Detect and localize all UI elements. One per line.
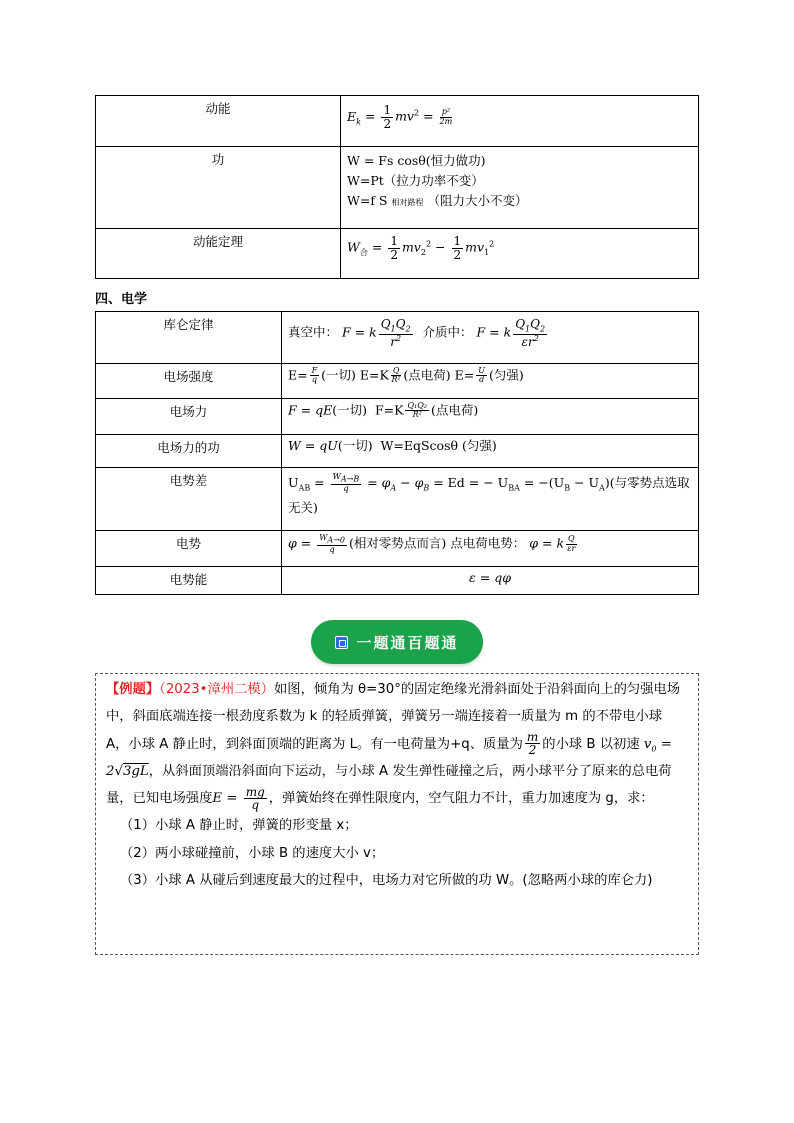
field-strength-formula: E = $\frac{mg}{q}$	[212, 784, 265, 813]
formula-electric-force: F = qE(一切) F=K $\frac{\text{Q₁Q₂}}{\text{R²}}$ (点电荷)	[282, 399, 699, 435]
table-row	[96, 364, 699, 399]
table-row	[96, 531, 699, 567]
row-name-work: 功	[96, 147, 341, 229]
initial-velocity-formula: $v_0 = 2√3gL$	[106, 736, 672, 779]
table-row	[96, 468, 699, 531]
mass-fraction: $\frac{m}{2}$	[526, 729, 539, 758]
example-source: （2023•漳州二模）	[159, 682, 275, 697]
table-row	[96, 229, 699, 279]
electricity-formula-table	[95, 311, 699, 595]
formula-kinetic-energy: $E_k$ = $\frac{1}{2}$ $mv^2$ = $\frac{\text{p²}}{2m}$	[341, 96, 699, 147]
row-name-kinetic-energy: 动能	[96, 96, 341, 147]
row-name-electric-work: 电场力的功	[96, 435, 282, 468]
example-tag: 【例题】	[106, 682, 160, 697]
row-name-field-strength: 电场强度	[96, 364, 282, 399]
example-body	[106, 676, 688, 812]
example-section-banner	[311, 620, 483, 664]
mechanics-formula-table	[95, 95, 699, 279]
formula-work	[341, 147, 699, 229]
formula-potential-difference: $U_{AB}$ = $\frac{W_{A\to B}}{q}$ = $\varphi_A - \varphi_B = Ed$ = − $U_{BA} = -(U_B - U_A)$(与零势点选取无关)	[282, 468, 699, 531]
example-intro-4: ，弹簧始终在弹性限度内，空气阻力不计，重力加速度为 g，求：	[268, 791, 654, 807]
example-intro-2: 的小球 B 以初速	[542, 736, 640, 752]
table-row	[96, 399, 699, 435]
work-line-3: W=f S 相对路程 （阻力大小不变）	[347, 192, 528, 208]
work-line-2: W=Pt（拉力功率不变）	[347, 172, 484, 188]
row-name-work-energy-theorem: 动能定理	[96, 229, 341, 279]
formula-potential: φ = $\frac{W_{A\to 0}}{q}$ (相对零势点而言) 点电荷电势： φ = k $\frac{Q}{\varepsilon r}$	[282, 531, 699, 567]
table-row	[96, 567, 699, 595]
table-row	[96, 312, 699, 364]
row-name-potential: 电势	[96, 531, 282, 567]
row-name-potential-difference: 电势差	[96, 468, 282, 531]
row-name-electric-force: 电场力	[96, 399, 282, 435]
formula-coulomb: 真空中： F = k $\frac{Q_1Q_2}{r^2}$ 介质中： F = k $\frac{Q_1Q_2}{\varepsilon r^2}$	[282, 312, 699, 364]
formula-potential-energy: ε = qφ	[282, 567, 699, 595]
question-1: （1）小球 A 静止时，弹簧的形变量 x；	[120, 818, 358, 834]
work-line-1: W = Fs cosθ(恒力做功)	[347, 153, 486, 168]
banner-label: 一题通百题通	[356, 633, 459, 652]
formula-field-strength: E= $\frac{F}{q}$ (一切) E=K $\frac{Q}{\text{R²}}$ (点电荷) E= $\frac{U}{d}$ (匀强)	[282, 364, 699, 399]
table-row	[96, 435, 699, 468]
example-intro-3: ，从斜面顶端沿斜面向下运动，与小球 A 发生弹性碰撞之后，两小球平分了原来的总电荷量，已知电场强度	[106, 763, 672, 807]
row-name-coulomb: 库仑定律	[96, 312, 282, 364]
question-3: （3）小球 A 从碰后到速度最大的过程中，电场力对它所做的功 W。(忽略两小球的库仑力)	[120, 872, 653, 888]
formula-work-energy-theorem: $W_合$ = $\frac{1}{2}$ $mv_2^2$ − $\frac{1}{2}$ $mv_1^2$	[341, 229, 699, 279]
row-name-potential-energy: 电势能	[96, 567, 282, 595]
section-heading: 四、电学	[95, 292, 148, 307]
formula-electric-work: W = qU(一切) W=EqScosθ (匀强)	[282, 435, 699, 468]
table-row	[96, 147, 699, 229]
question-2: （2）两小球碰撞前，小球 B 的速度大小 v；	[120, 845, 385, 861]
table-row	[96, 96, 699, 147]
example-problem-box	[95, 673, 699, 955]
example-intro: 如图，倾角为 θ=30°的固定绝缘光滑斜面处于沿斜面向上的匀强电场中，斜面底端连接一根劲度系数为 k 的轻质弹簧，弹簧另一端连接着一质量为 m 的不带电小球 A，小球 A 静止时，到斜面顶端的距离为 L。有一电荷量为+q、质量为	[106, 682, 681, 752]
banner-icon	[335, 636, 348, 649]
